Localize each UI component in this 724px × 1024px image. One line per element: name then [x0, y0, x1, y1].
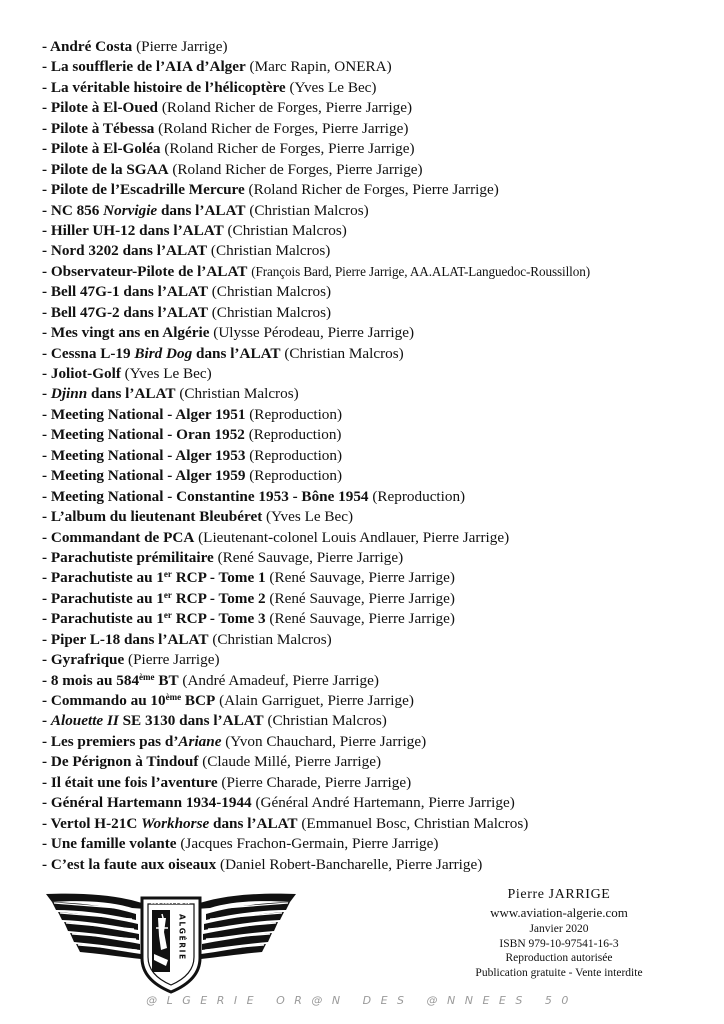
title-part: RCP - Tome 3: [171, 610, 266, 628]
book-entry: [42, 119, 712, 139]
title-part: dans l’ALAT: [192, 344, 281, 362]
title-part: -: [42, 385, 51, 403]
book-entry: [42, 528, 712, 548]
title-part: - Meeting National - Alger 1953: [42, 446, 246, 464]
book-title: [42, 610, 266, 627]
title-part: - André Costa: [42, 38, 133, 55]
book-entry: [42, 548, 712, 568]
title-part: dans l’ALAT: [87, 385, 176, 403]
reproduction-note: Reproduction autorisée: [505, 952, 613, 965]
book-authors: (Reproduction): [249, 405, 343, 423]
book-authors: (Christian Malcros): [212, 630, 332, 648]
book-entry: [42, 855, 712, 875]
title-part: - Pilote à Tébessa: [42, 119, 155, 137]
title-part: - La véritable histoire de l’hélicoptère: [42, 78, 286, 96]
book-authors: (Reproduction): [248, 426, 342, 444]
book-title: [42, 242, 207, 259]
book-authors: (Yvon Chauchard, Pierre Jarrige): [225, 732, 427, 750]
title-part: - Mes vingt ans en Algérie: [42, 324, 210, 342]
distribution-note: Publication gratuite - Vente interdite: [475, 966, 643, 979]
footer-band: @LGERIE OR@N DES @NNEES 50: [146, 994, 578, 1007]
title-part: - Parachutiste au 1: [42, 610, 164, 628]
book-entry: [42, 568, 712, 588]
book-entry: [42, 57, 712, 77]
book-title: [42, 79, 286, 96]
book-authors: (Roland Richer de Forges, Pierre Jarrige): [248, 181, 499, 199]
title-part: - Cessna L-19: [42, 344, 135, 362]
book-authors: (Pierre Charade, Pierre Jarrige): [221, 773, 412, 791]
book-entry: [42, 282, 712, 302]
book-authors: (Roland Richer de Forges, Pierre Jarrige): [161, 99, 413, 117]
title-part: SE 3130 dans l’ALAT: [118, 712, 264, 730]
title-part: - De Pérignon à Tindouf: [42, 753, 199, 771]
book-entry: [42, 98, 712, 118]
title-part: - NC 856: [42, 201, 104, 219]
book-title: [42, 181, 245, 198]
book-title: [42, 222, 224, 239]
title-part: - Piper L-18 dans l’ALAT: [42, 630, 209, 648]
book-title: [42, 529, 194, 546]
book-title: [42, 406, 245, 423]
title-part: - 8 mois au 584: [42, 671, 140, 689]
title-superscript: er: [163, 569, 172, 580]
book-title: [42, 712, 264, 729]
book-title: [42, 774, 218, 791]
title-part: - Nord 3202 dans l’ALAT: [42, 242, 208, 260]
book-authors: (Yves Le Bec): [289, 78, 377, 96]
book-entry: [42, 793, 712, 813]
colophon: [456, 886, 662, 980]
book-title: [42, 140, 161, 157]
title-part: - Parachutiste au 1: [42, 589, 164, 607]
book-entry: [42, 711, 712, 731]
book-entry: [42, 446, 712, 466]
title-part: - Pilote de la SGAA: [42, 160, 169, 178]
book-entry: [42, 180, 712, 200]
book-title: [42, 385, 176, 402]
book-authors: (Christian Malcros): [227, 221, 347, 239]
book-title: [42, 304, 208, 321]
book-title: [42, 753, 198, 770]
title-part: - Observateur-Pilote de l’ALAT: [42, 262, 248, 280]
title-italic-part: Ariane: [178, 732, 222, 750]
book-title: [42, 283, 208, 300]
title-superscript: ème: [139, 671, 155, 682]
book-entry: [42, 466, 712, 486]
title-part: - Meeting National - Alger 1951: [42, 405, 246, 423]
book-title: [42, 590, 266, 607]
book-entry: [42, 405, 712, 425]
title-italic-part: Djinn: [50, 385, 88, 403]
book-title: [42, 856, 216, 873]
book-entry: [42, 732, 712, 752]
title-superscript: er: [163, 610, 172, 621]
book-entry: [42, 650, 712, 670]
book-entry: [42, 160, 712, 180]
book-entry: [42, 691, 712, 711]
book-title: [42, 161, 169, 178]
title-part: RCP - Tome 2: [171, 589, 266, 607]
book-title: [42, 672, 179, 689]
book-authors: (Ulysse Pérodeau, Pierre Jarrige): [213, 324, 415, 342]
book-entry: [42, 364, 712, 384]
title-part: - Commando au 10: [42, 692, 166, 709]
book-title: [42, 733, 221, 750]
book-authors: (Alain Garriguet, Pierre Jarrige): [219, 692, 414, 709]
book-entry: [42, 78, 712, 98]
book-title: [42, 263, 247, 280]
book-entry: [42, 425, 712, 445]
book-title: [42, 58, 246, 75]
title-part: - Une famille volante: [42, 835, 177, 853]
book-entry: [42, 303, 712, 323]
book-list: [42, 37, 712, 875]
book-entry: [42, 37, 712, 57]
title-part: - C’est la faute aux oiseaux: [42, 855, 217, 873]
book-entry: [42, 201, 712, 221]
book-authors: (Christian Malcros): [179, 385, 299, 403]
winged-badge-logo: [40, 888, 302, 996]
publication-date: Janvier 2020: [529, 923, 589, 935]
book-entry: [42, 221, 712, 241]
logo-text: AVIATION: [151, 899, 191, 906]
book-authors: (Christian Malcros): [249, 201, 369, 219]
title-part: - Bell 47G-1 dans l’ALAT: [42, 283, 208, 301]
book-entry: [42, 139, 712, 159]
book-authors: (Reproduction): [372, 487, 466, 505]
book-authors: (Pierre Jarrige): [128, 651, 220, 669]
book-title: [42, 651, 124, 668]
title-part: - La soufflerie de l’AIA d’Alger: [42, 58, 246, 76]
book-authors: (Yves Le Bec): [124, 365, 212, 382]
book-title: [42, 324, 209, 341]
book-authors: (François Bard, Pierre Jarrige, AA.ALAT-Languedoc-Roussillon): [251, 263, 590, 279]
book-authors: (Christian Malcros): [210, 242, 331, 260]
book-entry: [42, 752, 712, 772]
book-authors: (Marc Rapin, ONERA): [249, 58, 392, 76]
book-authors: (René Sauvage, Pierre Jarrige): [217, 548, 404, 566]
title-part: - Meeting National - Alger 1959: [42, 467, 246, 485]
title-part: - L’album du lieutenant Bleubéret: [42, 508, 263, 526]
publisher-name: Pierre JARRIGE: [507, 887, 611, 902]
book-title: [42, 426, 245, 443]
book-title: [42, 569, 266, 586]
book-entry: [42, 487, 712, 507]
book-title: [42, 508, 262, 525]
book-entry: [42, 384, 712, 404]
book-authors: (Reproduction): [249, 467, 343, 485]
title-part: -: [42, 712, 51, 730]
book-authors: (Roland Richer de Forges, Pierre Jarrige): [172, 160, 423, 178]
book-entry: [42, 609, 712, 629]
book-authors: (Christian Malcros): [211, 303, 332, 321]
website-link[interactable]: www.aviation-algerie.com: [490, 905, 628, 920]
title-italic-part: Alouette II: [50, 712, 119, 730]
book-title: [42, 365, 121, 382]
book-title: [42, 447, 245, 464]
title-superscript: ème: [165, 692, 182, 702]
title-part: - Parachutiste prémilitaire: [42, 548, 214, 566]
book-authors: (René Sauvage, Pierre Jarrige): [269, 589, 455, 607]
title-part: - Commandant de PCA: [42, 528, 195, 546]
title-italic-part: Norvigie: [103, 201, 158, 219]
title-part: BCP: [181, 692, 216, 709]
title-part: - Joliot-Golf: [42, 365, 121, 382]
book-authors: (Lieutenant-colonel Louis Andlauer, Pierre Jarrige): [198, 528, 510, 546]
book-entry: [42, 323, 712, 343]
title-part: - Général Hartemann 1934-1944: [42, 794, 252, 812]
book-authors: (Emmanuel Bosc, Christian Malcros): [301, 814, 529, 832]
book-authors: (Roland Richer de Forges, Pierre Jarrige): [164, 140, 415, 158]
title-part: - Hiller UH-12 dans l’ALAT: [42, 221, 224, 239]
book-entry: [42, 507, 712, 527]
title-part: - Bell 47G-2 dans l’ALAT: [42, 303, 208, 321]
book-authors: (Roland Richer de Forges, Pierre Jarrige): [158, 119, 409, 137]
title-part: BT: [154, 671, 179, 689]
isbn: ISBN 979-10-97541-16-3: [499, 937, 619, 950]
title-part: - Il était une fois l’aventure: [42, 773, 218, 791]
book-title: [42, 467, 245, 484]
book-entry: [42, 344, 712, 364]
book-title: [42, 38, 132, 55]
book-title: [42, 549, 214, 566]
title-italic-part: Bird Dog: [134, 344, 193, 362]
book-title: [42, 815, 298, 832]
title-part: - Pilote à El-Goléa: [42, 140, 161, 158]
title-part: - Vertol H-21C: [42, 814, 142, 832]
title-part: - Gyrafrique: [42, 651, 125, 669]
book-authors: (Reproduction): [249, 446, 343, 464]
title-part: dans l’ALAT: [157, 201, 246, 219]
title-italic-part: Workhorse: [141, 814, 210, 832]
book-entry: [42, 671, 712, 691]
book-title: [42, 488, 369, 505]
book-entry: [42, 262, 712, 282]
book-title: [42, 794, 252, 811]
book-title: [42, 202, 246, 219]
book-title: [42, 99, 158, 116]
title-part: - Meeting National - Oran 1952: [42, 426, 245, 444]
book-entry: [42, 630, 712, 650]
book-authors: (Général André Hartemann, Pierre Jarrige): [255, 794, 515, 812]
title-part: - Meeting National - Constantine 1953 - Bône 1954: [42, 487, 369, 505]
book-authors: (Christian Malcros): [284, 344, 404, 362]
book-authors: (André Amadeuf, Pierre Jarrige): [182, 671, 379, 689]
title-part: dans l’ALAT: [209, 814, 298, 832]
book-entry: [42, 773, 712, 793]
book-authors: (Yves Le Bec): [266, 508, 354, 526]
book-entry: [42, 589, 712, 609]
title-part: - Pilote de l’Escadrille Mercure: [42, 181, 245, 199]
book-title: [42, 692, 215, 709]
book-authors: (Pierre Jarrige): [136, 38, 228, 55]
title-part: - Parachutiste au 1: [42, 569, 164, 587]
book-authors: (René Sauvage, Pierre Jarrige): [269, 569, 455, 587]
logo-vertical-text: ALGÉRIE: [177, 914, 187, 961]
book-title: [42, 631, 209, 648]
book-authors: (Christian Malcros): [211, 283, 332, 301]
book-authors: (Claude Millé, Pierre Jarrige): [202, 753, 382, 771]
title-superscript: er: [163, 589, 172, 600]
title-part: - Pilote à El-Oued: [42, 99, 159, 117]
book-entry: [42, 814, 712, 834]
book-title: [42, 120, 154, 137]
book-authors: (Daniel Robert-Bancharelle, Pierre Jarrige): [220, 855, 483, 873]
book-entry: [42, 241, 712, 261]
book-entry: [42, 834, 712, 854]
book-authors: (Jacques Frachon-Germain, Pierre Jarrige): [180, 835, 439, 853]
title-part: RCP - Tome 1: [171, 569, 266, 587]
book-title: [42, 345, 281, 362]
title-part: - Les premiers pas d’: [42, 732, 179, 750]
book-title: [42, 835, 177, 852]
book-authors: (Christian Malcros): [267, 712, 387, 730]
book-authors: (René Sauvage, Pierre Jarrige): [269, 610, 455, 628]
